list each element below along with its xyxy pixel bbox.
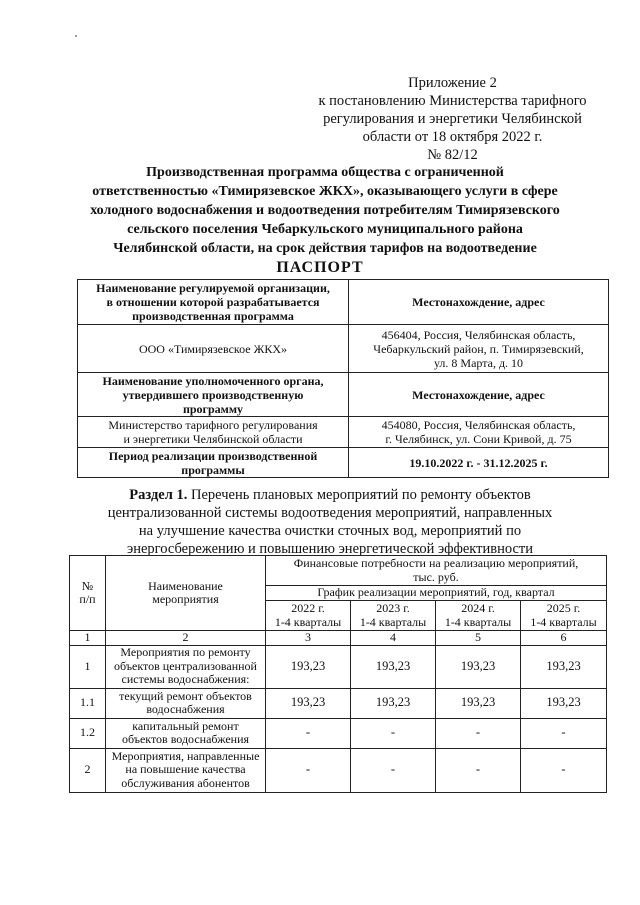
- location-header-cell: Местонахождение, адрес: [349, 280, 609, 325]
- row-number: 1.1: [70, 688, 106, 718]
- cell-line: ул. 8 Марта, д. 10: [433, 355, 524, 370]
- cell-line: Чебаркульский район, п. Тимирязевский,: [373, 341, 584, 356]
- section-number: Раздел 1.: [129, 487, 188, 503]
- row-name: [106, 718, 266, 748]
- value-cell: 193,23: [266, 688, 351, 718]
- scan-speck: [75, 35, 77, 37]
- year-label: 2022 г.: [291, 601, 325, 615]
- header-row: [70, 556, 607, 586]
- value-cell: 193,23: [266, 645, 351, 688]
- row-name: [106, 645, 266, 688]
- row-number: 1.2: [70, 718, 106, 748]
- index-cell: 1: [70, 631, 106, 646]
- value-cell: 193,23: [436, 645, 521, 688]
- cell-line: мероприятия: [152, 592, 219, 606]
- value-cell: -: [351, 718, 436, 748]
- table-row: [78, 417, 609, 448]
- authority-location-header-cell: Местонахождение, адрес: [349, 373, 609, 417]
- year-header: [436, 601, 521, 631]
- index-cell: 3: [266, 631, 351, 646]
- passport-heading: ПАСПОРТ: [276, 259, 364, 276]
- cell-line: утвердившего производственную: [122, 387, 304, 402]
- quarter-label: 1-4 кварталы: [359, 614, 427, 629]
- index-cell: 2: [106, 631, 266, 646]
- cell-line: объектов централизованной: [114, 658, 257, 673]
- cell-line: системы водоснабжения:: [121, 672, 250, 687]
- value-cell: 193,23: [521, 645, 607, 688]
- row-name: [106, 688, 266, 718]
- cell-line: п/п: [79, 592, 96, 606]
- year-header: [266, 601, 351, 631]
- authority-address-cell: [349, 417, 609, 448]
- cell-line: обслуживания абонентов: [121, 775, 250, 790]
- appendix-block: [300, 74, 605, 164]
- year-label: 2023 г.: [376, 601, 410, 615]
- table-row: [78, 373, 609, 417]
- period-value-cell: 19.10.2022 г. - 31.12.2025 г.: [349, 448, 609, 478]
- value-cell: 193,23: [351, 645, 436, 688]
- section-line: энергосбережению и повышению энергетической эффективности: [127, 541, 533, 557]
- value-cell: 193,23: [436, 688, 521, 718]
- cell-line: Наименование уполномоченного органа,: [102, 373, 324, 388]
- cell-line: Наименование: [148, 578, 223, 593]
- cell-line: производственная программа: [132, 309, 294, 323]
- cell-line: водоснабжения: [146, 702, 225, 716]
- value-cell: -: [521, 748, 607, 792]
- cell-line: Финансовые потребности на реализацию мероприятий,: [293, 556, 579, 570]
- cell-line: тыс. руб.: [413, 569, 459, 584]
- cell-line: капитальный ремонт: [132, 718, 239, 733]
- index-cell: 4: [351, 631, 436, 646]
- appendix-line: к постановлению Министерства тарифного: [318, 93, 587, 109]
- value-cell: 193,23: [521, 688, 607, 718]
- table-row: [78, 280, 609, 325]
- measures-table: [69, 555, 607, 793]
- cell-line: г. Челябинск, ул. Сони Кривой, д. 75: [385, 432, 572, 446]
- value-cell: -: [351, 748, 436, 792]
- authority-header-cell: [78, 373, 349, 417]
- table-row: [70, 688, 607, 718]
- cell-line: программу: [182, 401, 244, 416]
- appendix-line: Приложение 2: [408, 75, 497, 91]
- org-name-cell: ООО «Тимирязевское ЖКХ»: [78, 325, 349, 373]
- schedule-header: График реализации мероприятий, год, квартал: [266, 586, 607, 601]
- period-label-cell: [78, 448, 349, 478]
- index-row: [70, 631, 607, 646]
- col-name-header: [106, 556, 266, 631]
- title-line: холодного водоснабжения и водоотведения потребителям Тимирязевского: [90, 203, 560, 218]
- cell-line: в отношении которой разрабатывается: [106, 295, 320, 309]
- passport-table: [77, 279, 609, 478]
- cell-line: 456404, Россия, Челябинская область,: [381, 327, 576, 342]
- table-row: [70, 718, 607, 748]
- year-label: 2025 г.: [546, 601, 581, 615]
- value-cell: 193,23: [351, 688, 436, 718]
- cell-line: №: [81, 578, 94, 593]
- quarter-label: 1-4 кварталы: [444, 614, 512, 629]
- value-cell: -: [436, 748, 521, 792]
- cell-line: Период реализации производственной: [108, 448, 318, 463]
- title-line: Производственная программа общества с ограниченной: [146, 165, 504, 180]
- org-header-cell: [78, 280, 349, 325]
- row-number: 2: [70, 748, 106, 792]
- value-cell: -: [266, 718, 351, 748]
- document-title: [40, 163, 610, 258]
- title-line: ответственностью «Тимирязевское ЖКХ», оказывающего услуги в сфере: [92, 184, 558, 199]
- table-row: [70, 748, 607, 792]
- cell-line: Мероприятия, направленные: [111, 748, 260, 763]
- cell-line: Мероприятия по ремонту: [120, 645, 251, 660]
- cell-line: программы: [181, 462, 245, 477]
- quarter-label: 1-4 кварталы: [274, 614, 342, 629]
- col-number-header: [70, 556, 106, 631]
- value-cell: -: [521, 718, 607, 748]
- cell-line: Министерство тарифного регулирования: [108, 418, 318, 432]
- cell-line: на повышение качества: [125, 762, 246, 777]
- authority-name-cell: [78, 417, 349, 448]
- cell-line: текущий ремонт объектов: [119, 688, 252, 703]
- value-cell: -: [436, 718, 521, 748]
- title-line: сельского поселения Чебаркульского муниципального района: [127, 222, 523, 237]
- index-cell: 6: [521, 631, 607, 646]
- financial-header: [266, 556, 607, 586]
- row-name: [106, 748, 266, 792]
- appendix-line: № 82/12: [427, 147, 478, 163]
- value-cell: -: [266, 748, 351, 792]
- cell-line: объектов водоснабжения: [121, 732, 250, 746]
- section-line: централизованной системы водоотведения мероприятий, направленных: [107, 505, 553, 521]
- table-row: [78, 325, 609, 373]
- table-row: [70, 645, 607, 688]
- section-1-heading: [60, 486, 600, 558]
- section-line: на улучшение качества очистки сточных вод, мероприятий по: [138, 523, 522, 539]
- cell-line: 454080, Россия, Челябинская область,: [381, 418, 576, 432]
- year-header: [521, 601, 607, 631]
- org-address-cell: [349, 325, 609, 373]
- year-header: [351, 601, 436, 631]
- title-line: Челябинской области, на срок действия тарифов на водоотведение: [113, 241, 537, 256]
- year-label: 2024 г.: [461, 601, 495, 615]
- table-row: [78, 448, 609, 478]
- row-number: 1: [70, 645, 106, 688]
- quarter-label: 1-4 кварталы: [530, 614, 597, 629]
- index-cell: 5: [436, 631, 521, 646]
- cell-line: и энергетики Челябинской области: [123, 432, 303, 446]
- cell-line: Наименование регулируемой организации,: [96, 281, 330, 295]
- appendix-line: области от 18 октября 2022 г.: [362, 129, 543, 145]
- appendix-line: регулирования и энергетики Челябинской: [323, 111, 582, 127]
- section-line: Перечень плановых мероприятий по ремонту объектов: [187, 487, 531, 503]
